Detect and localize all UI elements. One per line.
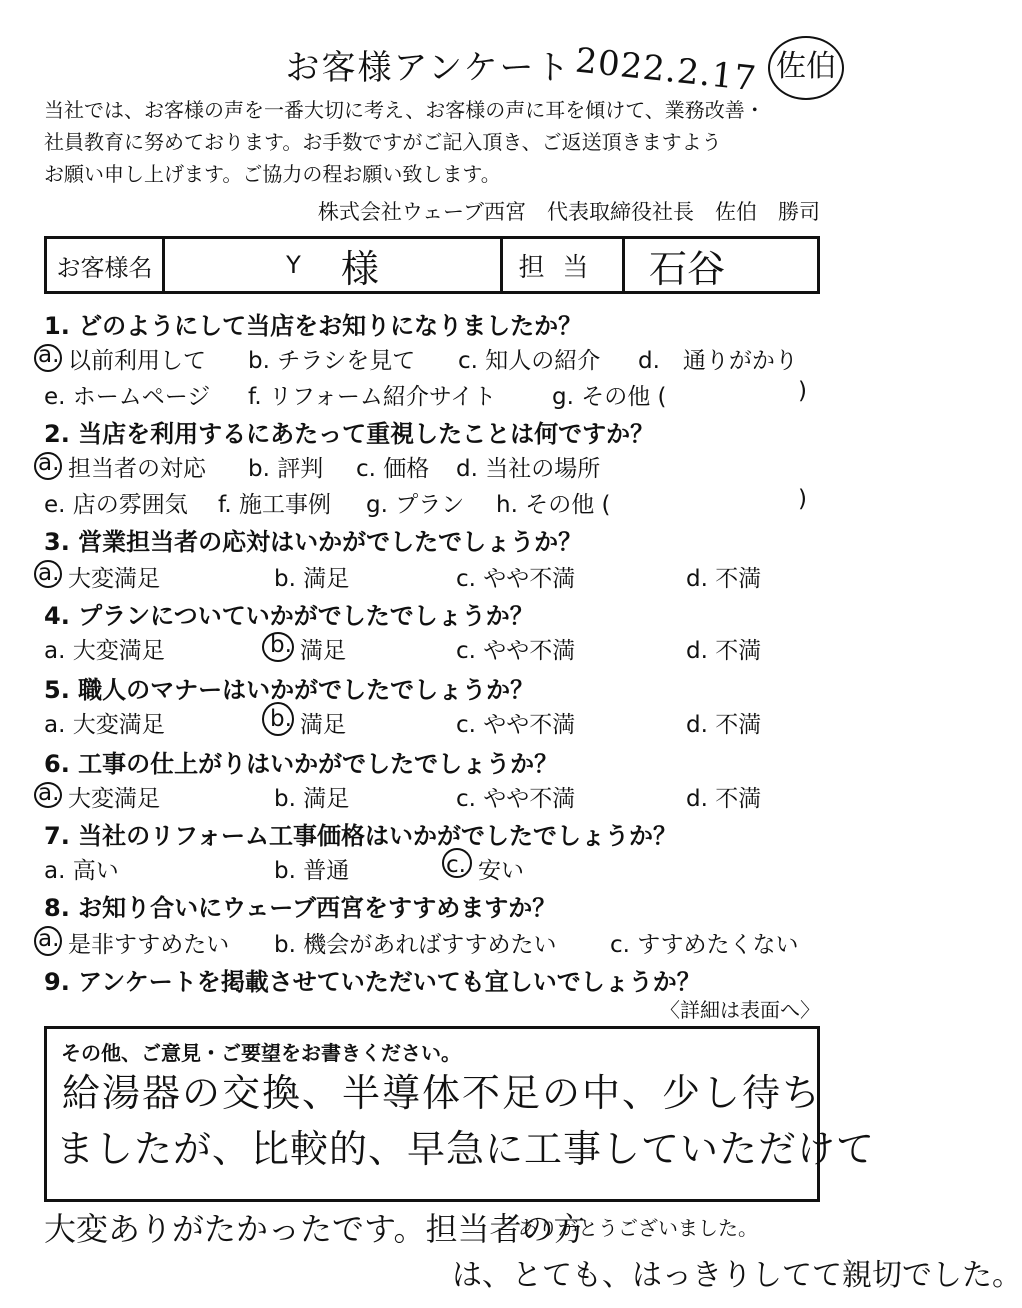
q2-option-e[interactable]: e. 店の雰囲気 <box>44 492 188 518</box>
q2-option-g[interactable]: g. プラン <box>366 492 465 518</box>
q1-option-g[interactable]: g. その他 ( <box>552 384 667 410</box>
q2-option-a-letter[interactable]: a. <box>38 450 60 476</box>
q2-option-h[interactable]: h. その他 ( <box>496 492 611 518</box>
q1-option-f[interactable]: f. リフォーム紹介サイト <box>248 384 497 410</box>
q2-option-h-close: ) <box>798 486 807 512</box>
q7-option-c[interactable]: 安い <box>478 858 524 884</box>
intro-line-3: お願い申し上げます。ご協力の程お願い致します。 <box>44 162 501 186</box>
q1-option-b[interactable]: b. チラシを見て <box>248 348 416 374</box>
survey-title: お客様アンケート <box>285 48 572 88</box>
handwritten-date: 2022.2.17 <box>573 40 759 100</box>
staff-label: 担当 <box>503 239 625 291</box>
q3-option-b[interactable]: b. 満足 <box>274 566 350 592</box>
q8-option-c[interactable]: c. すすめたくない <box>610 932 799 958</box>
comment-heading: その他、ご意見・ご要望をお書きください。 <box>61 1041 461 1065</box>
q5-option-b[interactable]: 満足 <box>300 712 346 738</box>
q4-option-d[interactable]: d. 不満 <box>686 638 762 664</box>
q1-option-e[interactable]: e. ホームページ <box>44 384 211 410</box>
question-8: 8. お知り合いにウェーブ西宮をすすめますか？ <box>44 894 557 922</box>
customer-suffix: 様 <box>340 246 379 291</box>
q6-option-c[interactable]: c. やや不満 <box>456 786 576 812</box>
q2-option-c[interactable]: c. 価格 <box>356 456 430 482</box>
q5-option-c[interactable]: c. やや不満 <box>456 712 576 738</box>
q8-option-b[interactable]: b. 機会があればすすめたい <box>274 932 557 958</box>
q4-option-a[interactable]: a. 大変満足 <box>44 638 165 664</box>
comment-line-2: ましたが、比較的、早急に工事していただけて <box>56 1127 876 1171</box>
staff-name-value[interactable]: 石谷 <box>649 246 726 291</box>
question-9: 9. アンケートを掲載させていただいても宜しいでしょうか？ <box>44 968 701 996</box>
q2-option-d[interactable]: d. 当社の場所 <box>456 456 601 482</box>
q5-option-a[interactable]: a. 大変満足 <box>44 712 165 738</box>
q2-option-a[interactable]: 担当者の対応 <box>68 456 206 482</box>
q6-option-b[interactable]: b. 満足 <box>274 786 350 812</box>
detail-note: 〈詳細は表面へ〉 <box>660 998 820 1022</box>
customer-initial: Y <box>286 251 301 279</box>
q4-option-b-letter[interactable]: b. <box>270 632 292 658</box>
question-2: 2. 当店を利用するにあたって重視したことは何ですか？ <box>44 420 655 448</box>
seal-stamp: 佐伯 <box>768 36 844 100</box>
q3-option-a-letter[interactable]: a. <box>38 560 60 586</box>
question-5: 5. 職人のマナーはいかがでしたでしょうか？ <box>44 676 535 704</box>
q4-option-c[interactable]: c. やや不満 <box>456 638 576 664</box>
q1-option-g-close: ) <box>798 378 807 404</box>
company-signature: 株式会社ウェーブ西宮 代表取締役社長 佐伯 勝司 <box>317 200 820 224</box>
q5-option-d[interactable]: d. 不満 <box>686 712 762 738</box>
q3-option-d[interactable]: d. 不満 <box>686 566 762 592</box>
comment-line-3-printed: ありがとうございました。 <box>518 1216 758 1240</box>
q6-option-d[interactable]: d. 不満 <box>686 786 762 812</box>
comment-line-4: は、とても、はっきりしてて親切でした。 <box>452 1258 1022 1293</box>
q6-option-a[interactable]: 大変満足 <box>68 786 160 812</box>
q5-option-b-letter[interactable]: b. <box>270 706 292 732</box>
intro-line-2: 社員教育に努めております。お手数ですがご記入頂き、ご返送頂きますよう <box>44 130 722 154</box>
question-3: 3. 営業担当者の応対はいかがでしたでしょうか？ <box>44 528 583 556</box>
q2-option-f[interactable]: f. 施工事例 <box>218 492 332 518</box>
question-7: 7. 当社のリフォーム工事価格はいかがでしたでしょうか？ <box>44 822 677 850</box>
q8-option-a[interactable]: 是非すすめたい <box>68 932 230 958</box>
q3-option-c[interactable]: c. やや不満 <box>456 566 576 592</box>
q7-option-b[interactable]: b. 普通 <box>274 858 350 884</box>
q1-option-a-letter[interactable]: a. <box>38 342 60 368</box>
customer-name-label: お客様名 <box>47 239 165 291</box>
customer-name-value[interactable] <box>165 239 503 291</box>
intro-line-1: 当社では、お客様の声を一番大切に考え、お客様の声に耳を傾けて、業務改善・ <box>44 98 765 122</box>
comment-line-3: 大変ありがたかったです。担当者の方 <box>44 1210 586 1248</box>
q6-option-a-letter[interactable]: a. <box>38 780 60 806</box>
q7-option-a[interactable]: a. 高い <box>44 858 119 884</box>
question-6: 6. 工事の仕上がりはいかがでしたでしょうか？ <box>44 750 559 778</box>
customer-name-box <box>44 236 820 294</box>
question-4: 4. プランについていかがでしたでしょうか？ <box>44 602 534 630</box>
q2-option-b[interactable]: b. 評判 <box>248 456 324 482</box>
question-1: 1. どのようにして当店をお知りになりましたか？ <box>44 312 583 340</box>
q1-option-a[interactable]: 以前利用して <box>68 348 206 374</box>
q1-option-c[interactable]: c. 知人の紹介 <box>458 348 601 374</box>
q7-option-c-letter[interactable]: c. <box>446 852 466 878</box>
q3-option-a[interactable]: 大変満足 <box>68 566 160 592</box>
q8-option-a-letter[interactable]: a. <box>38 926 60 952</box>
q4-option-b[interactable]: 満足 <box>300 638 346 664</box>
comment-line-1: 給湯器の交換、半導体不足の中、少し待ち <box>62 1071 823 1115</box>
q1-option-d[interactable]: d. 通りがかり <box>638 348 798 374</box>
